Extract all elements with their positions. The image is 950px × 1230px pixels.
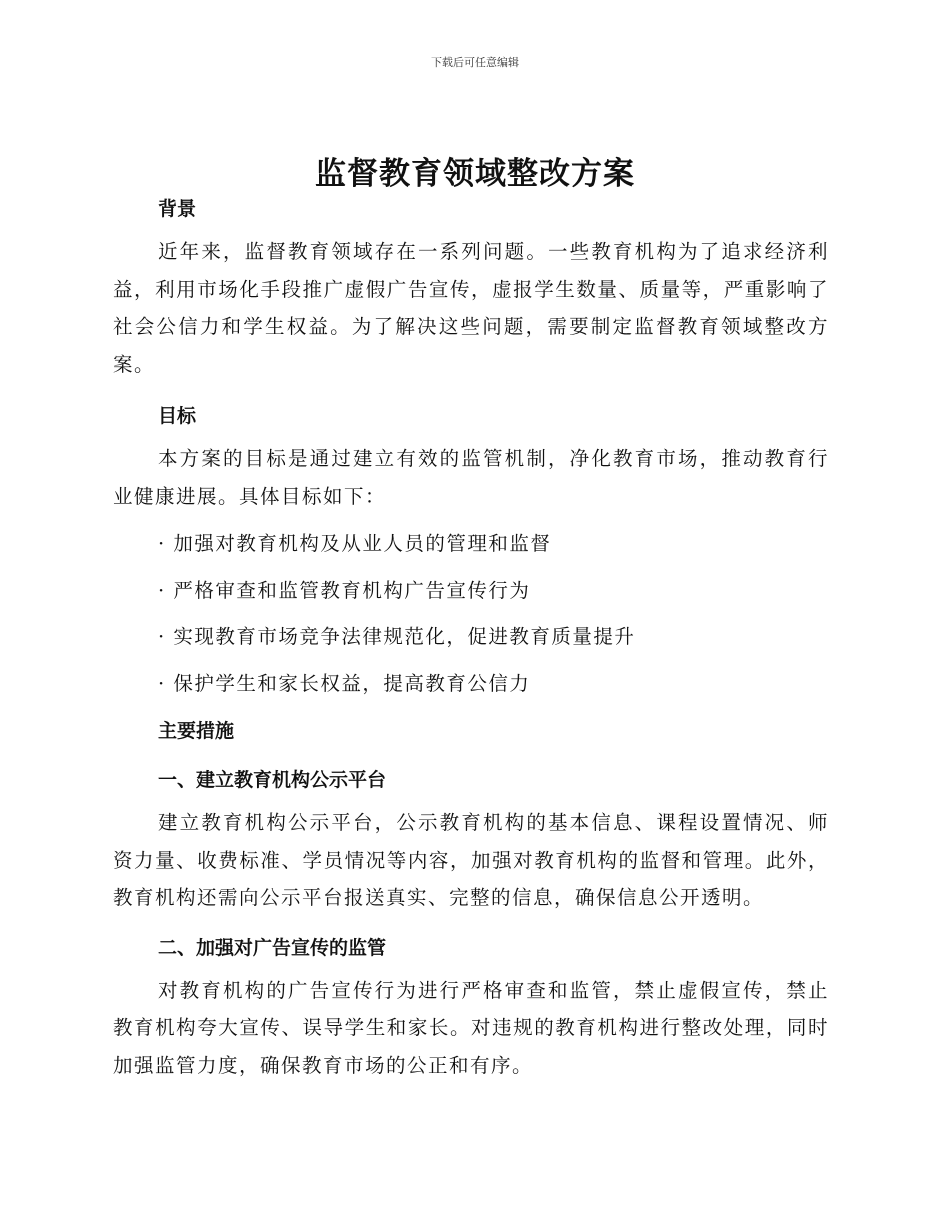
section-heading-background: 背景 bbox=[158, 198, 197, 220]
measure-paragraph-1: 建立教育机构公示平台，公示教育机构的基本信息、课程设置情况、师资力量、收费标准、学员情况等内容，加强对教育机构的监督和管理。此外，教育机构还需向公示平台报送真实、完整的信息，确保信息公开透明。 bbox=[113, 811, 829, 909]
measure-heading-1: 一、建立教育机构公示平台 bbox=[158, 769, 387, 791]
document-title: 监督教育领域整改方案 bbox=[315, 156, 635, 192]
goal-paragraph: 本方案的目标是通过建立有效的监管机制，净化教育市场，推动教育行业健康进展。具体目标如下： bbox=[113, 447, 829, 508]
section-heading-goal: 目标 bbox=[158, 405, 197, 427]
document-body bbox=[113, 194, 829, 1084]
goal-list-item: · 加强对教育机构及从业人员的管理和监督 bbox=[158, 532, 552, 555]
section-heading-measures: 主要措施 bbox=[158, 720, 235, 742]
measure-paragraph-2: 对教育机构的广告宣传行为进行严格审查和监管，禁止虚假宣传，禁止教育机构夸大宣传、误导学生和家长。对违规的教育机构进行整改处理，同时加强监管力度，确保教育市场的公正和有序。 bbox=[113, 978, 829, 1077]
measure-heading-2: 二、加强对广告宣传的监管 bbox=[158, 936, 387, 959]
goal-list-item: · 保护学生和家长权益，提高教育公信力 bbox=[158, 671, 531, 695]
background-paragraph: 近年来，监督教育领域存在一系列问题。一些教育机构为了追求经济利益，利用市场化手段推广虚假广告宣传，虚报学生数量、质量等，严重影响了社会公信力和学生权益。为了解决这些问题，需要制定监督教育领域整改方案。 bbox=[113, 240, 829, 376]
goal-list-item: · 严格审查和监管教育机构广告宣传行为 bbox=[158, 578, 531, 602]
header-note: 下载后可任意编辑 bbox=[431, 56, 519, 69]
goal-list-item: · 实现教育市场竞争法律规范化，促进教育质量提升 bbox=[158, 625, 636, 648]
